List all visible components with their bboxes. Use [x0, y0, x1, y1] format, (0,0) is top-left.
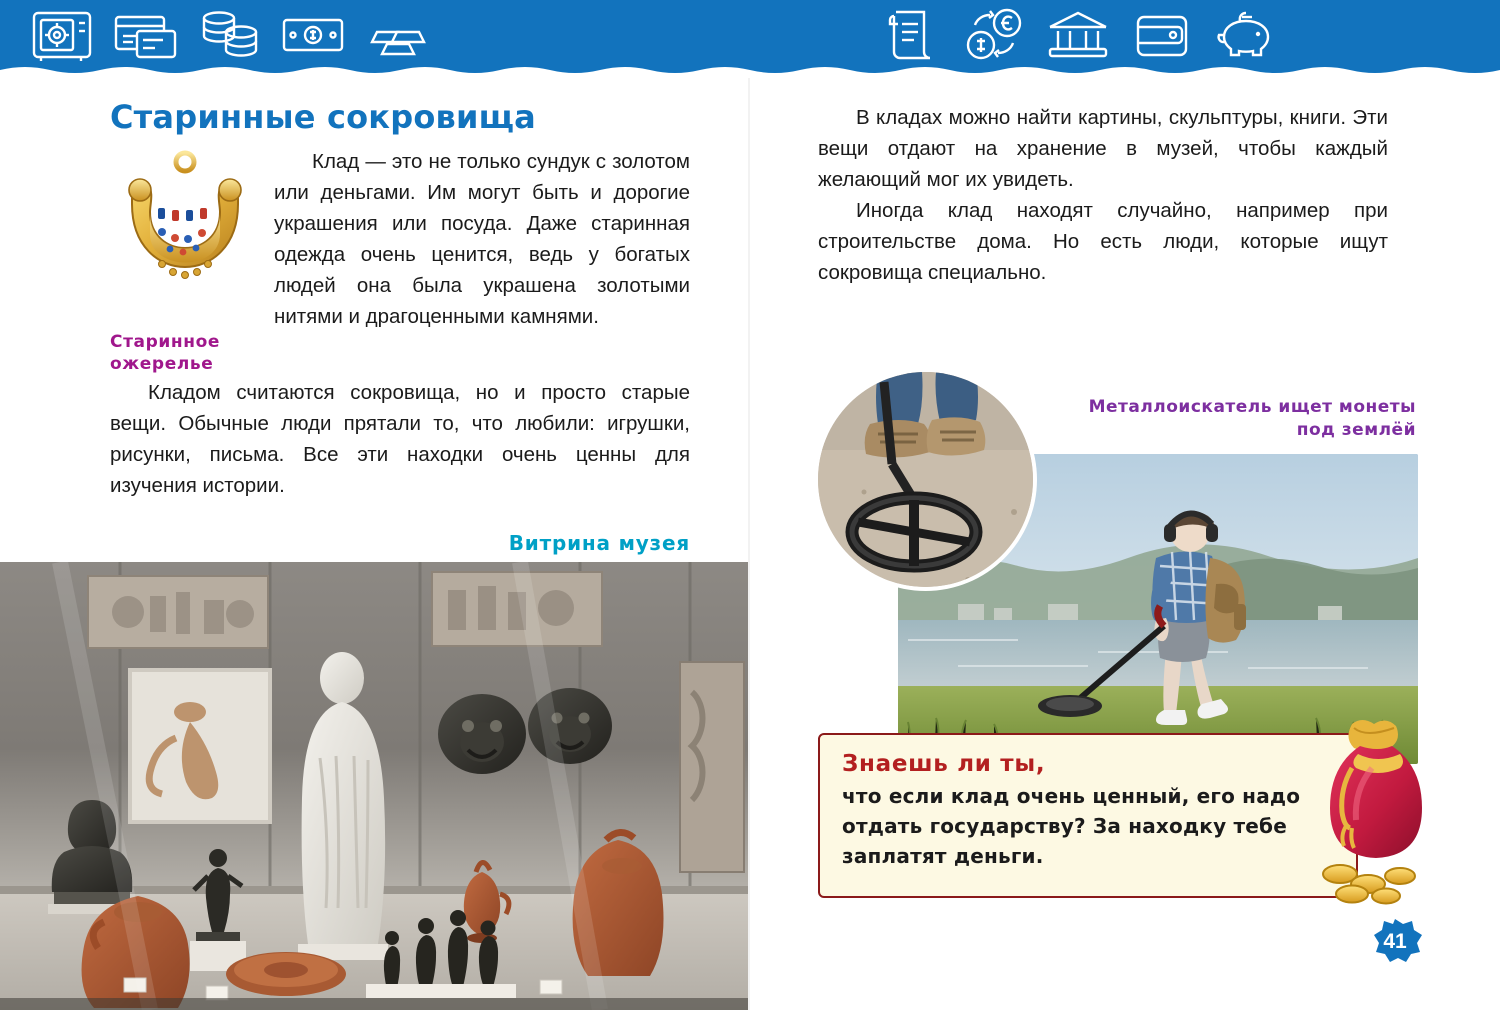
museum-showcase-caption: Витрина музея [508, 531, 690, 555]
money-bag-illustration [1318, 718, 1438, 918]
left-paragraph-1: Клад — это не только сундук с золотом или деньгами. Им могут быть и дорогие украшения или посуда. Даже старинная одежда очень ценится, ведь у богатых людей она была украшена золотыми нитями и драгоценными камнями. [274, 150, 690, 328]
necklace-figure [110, 148, 260, 375]
did-you-know-box [818, 733, 1358, 898]
metal-detector-caption: Металлоискатель ищет монеты под землёй [1088, 397, 1416, 440]
coins-stack-icon [188, 4, 272, 66]
piggy-bank-icon [1204, 4, 1288, 66]
wallet-icon [1120, 4, 1204, 66]
right-paragraph-1: В кладах можно найти картины, скульптуры, книги. Эти вещи отдают на хранение в музей, чтобы каждый желающий мог их увидеть. [818, 106, 1388, 191]
did-you-know-title: Знаешь ли ты, [842, 751, 1046, 777]
gold-bars-icon [356, 4, 440, 66]
metal-detector-figure [818, 372, 1418, 772]
museum-showcase-photo [0, 562, 748, 1010]
necklace-caption: Старинное ожерелье [110, 332, 220, 374]
left-paragraph-2: Кладом считаются сокровища, но и просто старые вещи. Обычные люди прятали то, что любили: игрушки, рисунки, письма. Все эти находки очень ценны для изучения истории. [110, 381, 690, 497]
safe-icon [20, 4, 104, 66]
credit-card-icon [104, 4, 188, 66]
page-title: Старинные сокровища [110, 98, 536, 136]
banner-icon-strip [0, 0, 1500, 70]
left-column [110, 98, 690, 555]
antique-necklace-illustration [110, 148, 260, 326]
page-number: 41 [1383, 930, 1407, 953]
page-content [0, 78, 1500, 1010]
banknotes-icon [272, 4, 356, 66]
right-paragraph-2: Иногда клад находят случайно, например при строительстве дома. Но есть люди, которые ищут сокровища специально. [818, 199, 1388, 284]
metal-detector-coil-closeup [818, 372, 1033, 587]
scroll-document-icon [868, 4, 952, 66]
bank-building-icon [1036, 4, 1120, 66]
page-number-badge [1368, 918, 1422, 966]
decorative-banner [0, 0, 1500, 78]
banner-wave-edge [0, 64, 1500, 78]
right-column [818, 102, 1388, 288]
did-you-know-text: что если клад очень ценный, его надо отдать государству? За находку тебе заплатят деньги. [842, 784, 1301, 868]
page-spine [748, 78, 750, 1010]
currency-exchange-icon [952, 4, 1036, 66]
